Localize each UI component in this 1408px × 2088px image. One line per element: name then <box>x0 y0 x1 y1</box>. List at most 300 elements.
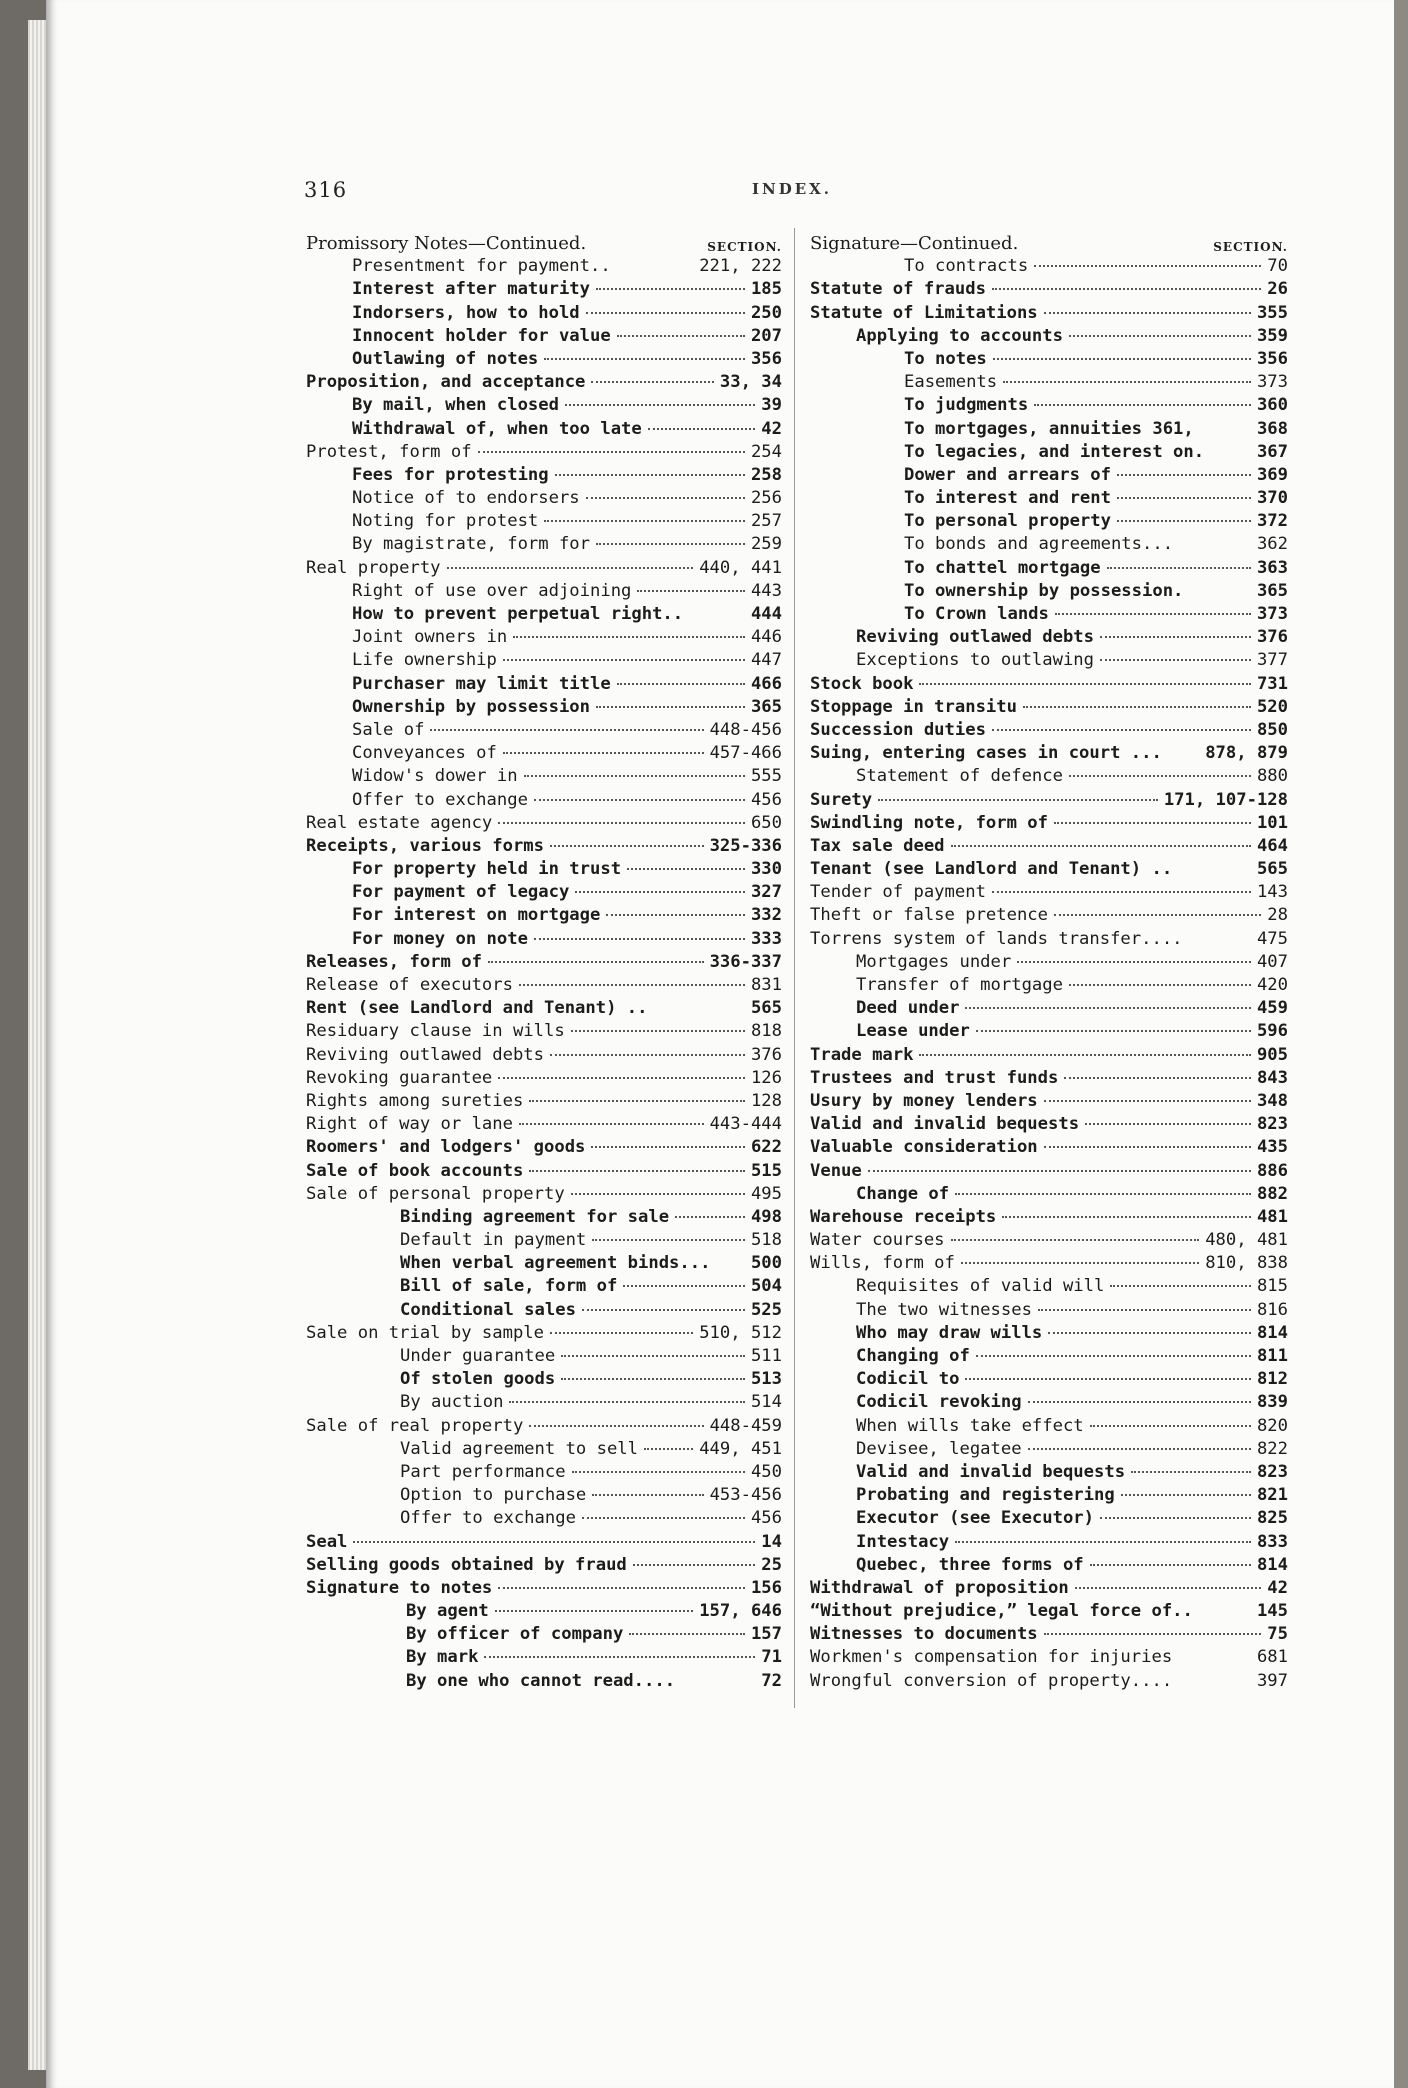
dot-leader <box>1069 774 1251 777</box>
dot-leader <box>965 1006 1250 1009</box>
dot-leader <box>1131 1470 1251 1473</box>
dot-leader <box>509 1400 744 1403</box>
index-entry <box>306 603 782 626</box>
entry-term: To mortgages, annuities 361, <box>904 418 1194 439</box>
index-entry <box>306 1020 782 1043</box>
index-entry <box>306 1044 782 1067</box>
section-reference: 882 <box>1256 1183 1288 1204</box>
section-reference: 356 <box>1256 348 1288 369</box>
index-entry <box>810 835 1288 858</box>
entry-term: Requisites of valid will <box>856 1276 1105 1297</box>
index-entry <box>810 557 1288 580</box>
dot-leader <box>955 1540 1251 1543</box>
entry-term: Statement of defence <box>856 766 1063 787</box>
section-reference: 443 <box>750 580 782 601</box>
entry-term: Surety <box>810 789 873 810</box>
section-reference: 443-444 <box>709 1114 782 1135</box>
dot-leader <box>1044 311 1251 314</box>
index-entry <box>306 1554 782 1577</box>
section-reference: 565 <box>750 998 782 1019</box>
dot-leader <box>513 635 745 638</box>
dot-leader <box>571 1192 745 1195</box>
index-column-left <box>306 232 782 1693</box>
dot-leader <box>1075 1586 1262 1589</box>
index-entry <box>810 1252 1288 1275</box>
dot-leader <box>644 1447 693 1450</box>
section-reference: 880 <box>1256 766 1288 787</box>
dot-leader <box>596 705 745 708</box>
entry-term: Reviving outlawed debts <box>306 1044 544 1065</box>
entry-term: When wills take effect <box>856 1415 1084 1436</box>
dot-leader <box>571 1029 745 1032</box>
dot-leader <box>592 1238 745 1241</box>
index-entry <box>810 1229 1288 1252</box>
index-entry <box>306 789 782 812</box>
index-entry <box>810 881 1288 904</box>
entry-term: Notice of to endorsers <box>352 488 580 509</box>
index-entry <box>810 603 1288 626</box>
entry-term: Probating and registering <box>856 1485 1115 1506</box>
entry-term: “Without prejudice,” legal force of.. <box>810 1601 1193 1622</box>
section-reference: 367 <box>1256 441 1288 462</box>
entry-term: Ownership by possession <box>352 696 590 717</box>
dot-leader <box>623 1284 745 1287</box>
entry-term: Sale on trial by sample <box>306 1322 544 1343</box>
dot-leader <box>529 1099 745 1102</box>
section-reference: 71 <box>761 1647 782 1668</box>
index-entry <box>810 1484 1288 1507</box>
index-entry <box>306 255 782 278</box>
dot-leader <box>534 798 745 801</box>
section-reference: 336-337 <box>709 951 782 972</box>
section-reference: 596 <box>1256 1021 1288 1042</box>
entry-term: Withdrawal of proposition <box>810 1577 1069 1598</box>
index-entry <box>810 997 1288 1020</box>
index-entry <box>306 1090 782 1113</box>
section-reference: 825 <box>1256 1508 1288 1529</box>
section-reference: 815 <box>1256 1276 1288 1297</box>
index-entry <box>810 1670 1288 1693</box>
section-reference: 365 <box>1256 580 1288 601</box>
section-reference: 453-456 <box>709 1485 782 1506</box>
entry-term: Releases, form of <box>306 951 482 972</box>
dot-leader <box>498 1076 745 1079</box>
section-reference: 377 <box>1256 650 1288 671</box>
dot-leader <box>582 1308 745 1311</box>
entry-term: Offer to exchange <box>400 1508 576 1529</box>
entry-term: Witnesses to documents <box>810 1624 1038 1645</box>
dot-leader <box>447 566 694 569</box>
section-reference: 818 <box>750 1021 782 1042</box>
dot-leader <box>965 1377 1250 1380</box>
dot-leader <box>627 867 745 870</box>
section-reference: 466 <box>750 673 782 694</box>
entry-term: Seal <box>306 1531 348 1552</box>
section-reference: 450 <box>750 1461 782 1482</box>
entry-term: Selling goods obtained by fraud <box>306 1554 627 1575</box>
dot-leader <box>606 913 745 916</box>
section-reference: 448-456 <box>709 719 782 740</box>
dot-leader <box>992 287 1261 290</box>
index-entry <box>306 1345 782 1368</box>
index-entry <box>306 394 782 417</box>
index-entry <box>306 371 782 394</box>
entry-term: Under guarantee <box>400 1346 556 1366</box>
section-reference: 681 <box>1256 1647 1288 1668</box>
index-entry <box>810 1299 1288 1322</box>
index-entry <box>810 1183 1288 1206</box>
index-entry <box>306 696 782 719</box>
index-entry <box>306 1183 782 1206</box>
entry-term: Stoppage in transitu <box>810 696 1017 717</box>
dot-leader <box>961 1261 1199 1264</box>
section-reference: 325-336 <box>709 835 782 856</box>
index-entry <box>810 928 1288 951</box>
section-reference: 878, 879 <box>1205 743 1288 764</box>
section-reference: 843 <box>1256 1067 1288 1088</box>
section-reference: 376 <box>1256 627 1288 648</box>
section-reference: 397 <box>1256 1670 1288 1691</box>
index-entry <box>810 394 1288 417</box>
section-reference: 25 <box>761 1554 782 1575</box>
section-reference: 823 <box>1256 1461 1288 1482</box>
index-entries <box>306 255 782 1693</box>
section-reference: 650 <box>750 812 782 833</box>
index-entry <box>810 1646 1288 1669</box>
index-entry <box>306 673 782 696</box>
section-reference: 731 <box>1256 673 1288 694</box>
index-entry <box>810 487 1288 510</box>
section-reference: 258 <box>750 464 782 485</box>
entry-term: Torrens system of lands transfer.... <box>810 928 1183 949</box>
section-reference: 810, 838 <box>1205 1253 1288 1274</box>
column-divider <box>794 228 795 1708</box>
dot-leader <box>1085 1122 1251 1125</box>
entry-term: Exceptions to outlawing <box>856 650 1094 671</box>
index-entry <box>306 997 782 1020</box>
index-entry <box>810 1600 1288 1623</box>
section-reference: 70 <box>1267 256 1288 277</box>
section-reference: 456 <box>750 789 782 810</box>
entry-term: Succession duties <box>810 719 986 740</box>
dot-leader <box>1069 334 1251 337</box>
entry-term: Codicil revoking <box>856 1392 1022 1413</box>
entry-term: Part performance <box>400 1461 566 1482</box>
entry-term: Tender of payment <box>810 882 986 903</box>
index-entry <box>810 789 1288 812</box>
index-entry <box>306 742 782 765</box>
index-entry <box>306 1160 782 1183</box>
section-reference: 101 <box>1256 812 1288 833</box>
dot-leader <box>648 427 756 430</box>
section-reference: 407 <box>1256 951 1288 972</box>
entry-term: Noting for protest <box>352 511 539 532</box>
index-entry <box>810 418 1288 441</box>
entry-term: Trustees and trust funds <box>810 1067 1059 1088</box>
section-reference: 816 <box>1256 1299 1288 1320</box>
entry-term: Transfer of mortgage <box>856 975 1063 995</box>
page-number: 316 <box>304 178 348 202</box>
section-reference: 459 <box>1256 998 1288 1019</box>
entry-term: Dower and arrears of <box>904 464 1111 485</box>
entry-term: For property held in trust <box>352 859 622 880</box>
dot-leader <box>1090 1424 1251 1427</box>
index-entry <box>306 765 782 788</box>
entry-term: To interest and rent <box>904 488 1111 509</box>
dot-leader <box>582 1516 745 1519</box>
dot-leader <box>992 728 1251 731</box>
entry-term: For interest on mortgage <box>352 905 601 926</box>
entry-term: Indorsers, how to hold <box>352 302 580 323</box>
section-reference: 363 <box>1256 557 1288 578</box>
index-entry <box>306 464 782 487</box>
dot-leader <box>484 1655 755 1658</box>
section-reference: 814 <box>1256 1322 1288 1343</box>
dot-leader <box>653 1006 744 1009</box>
dot-leader <box>1002 1215 1251 1218</box>
index-entry <box>810 1623 1288 1646</box>
dot-leader <box>524 774 745 777</box>
index-entry <box>810 1044 1288 1067</box>
entry-term: By agent <box>406 1601 489 1622</box>
section-reference: 498 <box>750 1206 782 1227</box>
dot-leader <box>353 1540 755 1543</box>
section-reference: 480, 481 <box>1205 1230 1288 1251</box>
entry-term: Conveyances of <box>352 743 497 764</box>
entry-term: Intestacy <box>856 1531 950 1552</box>
dot-leader <box>544 357 745 360</box>
dot-leader <box>617 334 745 337</box>
dot-leader <box>1178 1655 1251 1658</box>
entry-term: For payment of legacy <box>352 882 570 903</box>
dot-leader <box>575 890 745 893</box>
section-reference: 368 <box>1256 418 1288 439</box>
section-reference: 14 <box>761 1531 782 1552</box>
entry-term: Real property <box>306 557 441 578</box>
dot-leader <box>681 1679 755 1682</box>
index-entry <box>306 858 782 881</box>
dot-leader <box>1117 519 1251 522</box>
dot-leader <box>689 612 745 615</box>
section-reference: 511 <box>750 1346 782 1366</box>
index-entry <box>306 812 782 835</box>
section-reference: 515 <box>750 1160 782 1181</box>
section-reference: 520 <box>1256 696 1288 717</box>
section-reference: 355 <box>1256 302 1288 323</box>
section-reference: 839 <box>1256 1392 1288 1413</box>
index-entry <box>306 1206 782 1229</box>
section-reference: 360 <box>1256 395 1288 416</box>
dot-leader <box>534 937 745 940</box>
dot-leader <box>868 1169 1251 1172</box>
entry-term: How to prevent perpetual right.. <box>352 604 684 624</box>
section-reference: 373 <box>1256 604 1288 624</box>
entry-term: Rights among sureties <box>306 1090 524 1111</box>
index-entry <box>306 1577 782 1600</box>
index-entry <box>810 1067 1288 1090</box>
entry-term: By one who cannot read.... <box>406 1670 676 1691</box>
dot-leader <box>561 1377 745 1380</box>
dot-leader <box>1028 1400 1251 1403</box>
section-reference: 823 <box>1256 1114 1288 1135</box>
index-entry <box>306 533 782 556</box>
section-reference: 356 <box>750 348 782 369</box>
entry-term: By auction <box>400 1392 504 1413</box>
dot-leader <box>529 1424 703 1427</box>
entry-term: Deed under <box>856 998 960 1019</box>
index-column-right <box>810 232 1288 1693</box>
section-reference: 555 <box>750 766 782 787</box>
section-reference: 145 <box>1256 1601 1288 1622</box>
dot-leader <box>992 890 1251 893</box>
section-reference: 185 <box>750 279 782 300</box>
entry-term: Lease under <box>856 1021 970 1042</box>
dot-leader <box>1210 450 1251 453</box>
index-entry <box>810 649 1288 672</box>
dot-leader <box>976 1354 1251 1357</box>
entry-term: Life ownership <box>352 650 497 671</box>
index-entry <box>810 464 1288 487</box>
entry-term: To Crown lands <box>904 604 1049 624</box>
entry-term: Purchaser may limit title <box>352 673 611 694</box>
section-reference: 814 <box>1256 1554 1288 1575</box>
section-reference: 447 <box>750 650 782 671</box>
section-reference: 822 <box>1256 1438 1288 1459</box>
section-reference: 457-466 <box>709 743 782 764</box>
entry-term: To personal property <box>904 511 1111 532</box>
dot-leader <box>572 1470 745 1473</box>
section-reference: 420 <box>1256 975 1288 995</box>
dot-leader <box>1168 751 1199 754</box>
entry-term: Conditional sales <box>400 1299 576 1320</box>
index-entry <box>810 951 1288 974</box>
dot-leader <box>637 589 745 592</box>
entry-term: To chattel mortgage <box>904 557 1101 578</box>
dot-leader <box>1179 542 1251 545</box>
section-reference: 833 <box>1256 1531 1288 1552</box>
section-reference: 42 <box>1267 1577 1288 1598</box>
dot-leader <box>633 1563 756 1566</box>
index-entry <box>306 557 782 580</box>
entry-term: Valid and invalid bequests <box>856 1461 1126 1482</box>
entry-term: Innocent holder for value <box>352 325 611 346</box>
section-reference: 518 <box>750 1230 782 1251</box>
dot-leader <box>951 1238 1200 1241</box>
dot-leader <box>1110 1284 1251 1287</box>
section-reference: 475 <box>1256 928 1288 949</box>
dot-leader <box>1199 1609 1251 1612</box>
dot-leader <box>555 473 745 476</box>
index-entry <box>306 974 782 997</box>
entry-term: Right of use over adjoining <box>352 580 632 601</box>
index-entry <box>306 1415 782 1438</box>
dot-leader <box>519 1122 704 1125</box>
section-reference: 622 <box>750 1137 782 1158</box>
dot-leader <box>1034 403 1251 406</box>
index-entry <box>306 1438 782 1461</box>
index-entry <box>306 719 782 742</box>
section-reference: 820 <box>1256 1415 1288 1436</box>
index-entry <box>306 1670 782 1693</box>
index-entry <box>810 719 1288 742</box>
index-entry <box>306 1136 782 1159</box>
entry-term: Executor (see Executor) <box>856 1508 1094 1529</box>
section-reference: 126 <box>750 1067 782 1088</box>
section-reference: 207 <box>750 325 782 346</box>
section-reference: 171, 107-128 <box>1163 789 1288 810</box>
entry-term: Stock book <box>810 673 914 694</box>
entry-term: Tenant (see Landlord and Tenant) .. <box>810 859 1173 880</box>
section-reference: 256 <box>750 488 782 509</box>
section-reference: 440, 441 <box>699 557 782 578</box>
entry-term: Trade mark <box>810 1044 914 1065</box>
dot-leader <box>529 1169 745 1172</box>
dot-leader <box>503 751 704 754</box>
section-reference: 449, 451 <box>699 1438 782 1459</box>
entry-term: Theft or false pretence <box>810 905 1048 926</box>
entry-term: Right of way or lane <box>306 1114 513 1135</box>
dot-leader <box>1054 821 1251 824</box>
section-reference: 333 <box>750 928 782 949</box>
section-reference: 831 <box>750 975 782 995</box>
index-entry <box>810 1461 1288 1484</box>
entry-term: Changing of <box>856 1346 970 1366</box>
dot-leader <box>1090 1563 1251 1566</box>
entry-term: Who may draw wills <box>856 1322 1043 1343</box>
dot-leader <box>1044 1632 1262 1635</box>
entry-term: Suing, entering cases in court ... <box>810 743 1162 764</box>
entry-term: Presentment for payment.. <box>352 256 611 277</box>
section-reference: 327 <box>750 882 782 903</box>
index-entry <box>306 1229 782 1252</box>
entry-term: Default in payment <box>400 1230 587 1251</box>
dot-leader <box>955 1192 1251 1195</box>
index-entry <box>810 1391 1288 1414</box>
index-entry <box>306 1461 782 1484</box>
section-reference: 221, 222 <box>699 256 782 277</box>
section-label: SECTION. <box>1213 240 1288 254</box>
index-entry <box>306 1391 782 1414</box>
index-entry <box>810 1020 1288 1043</box>
entry-term: Statute of Limitations <box>810 302 1038 323</box>
section-reference: 811 <box>1256 1346 1288 1366</box>
dot-leader <box>591 1145 745 1148</box>
section-reference: 373 <box>1256 372 1288 393</box>
index-entry <box>306 1252 782 1275</box>
entry-term: To bonds and agreements... <box>904 534 1174 555</box>
section-reference: 513 <box>750 1369 782 1390</box>
dot-leader <box>550 1053 745 1056</box>
index-entry <box>810 742 1288 765</box>
index-entry <box>306 1646 782 1669</box>
section-reference: 28 <box>1267 905 1288 926</box>
section-reference: 850 <box>1256 719 1288 740</box>
dot-leader <box>586 496 745 499</box>
section-reference: 444 <box>750 604 782 624</box>
dot-leader <box>430 728 703 731</box>
entry-term: Codicil to <box>856 1369 960 1390</box>
entry-term: Receipts, various forms <box>306 835 544 856</box>
dot-leader <box>1038 1308 1251 1311</box>
entry-term: When verbal agreement binds... <box>400 1253 711 1274</box>
dot-leader <box>675 1215 745 1218</box>
entry-term: Water courses <box>810 1230 945 1251</box>
dot-leader <box>550 1331 693 1334</box>
entry-term: Outlawing of notes <box>352 348 539 369</box>
continued-heading: Signature—Continued. <box>810 233 1019 254</box>
dot-leader <box>1028 1447 1251 1450</box>
entry-term: Workmen's compensation for injuries <box>810 1647 1173 1668</box>
